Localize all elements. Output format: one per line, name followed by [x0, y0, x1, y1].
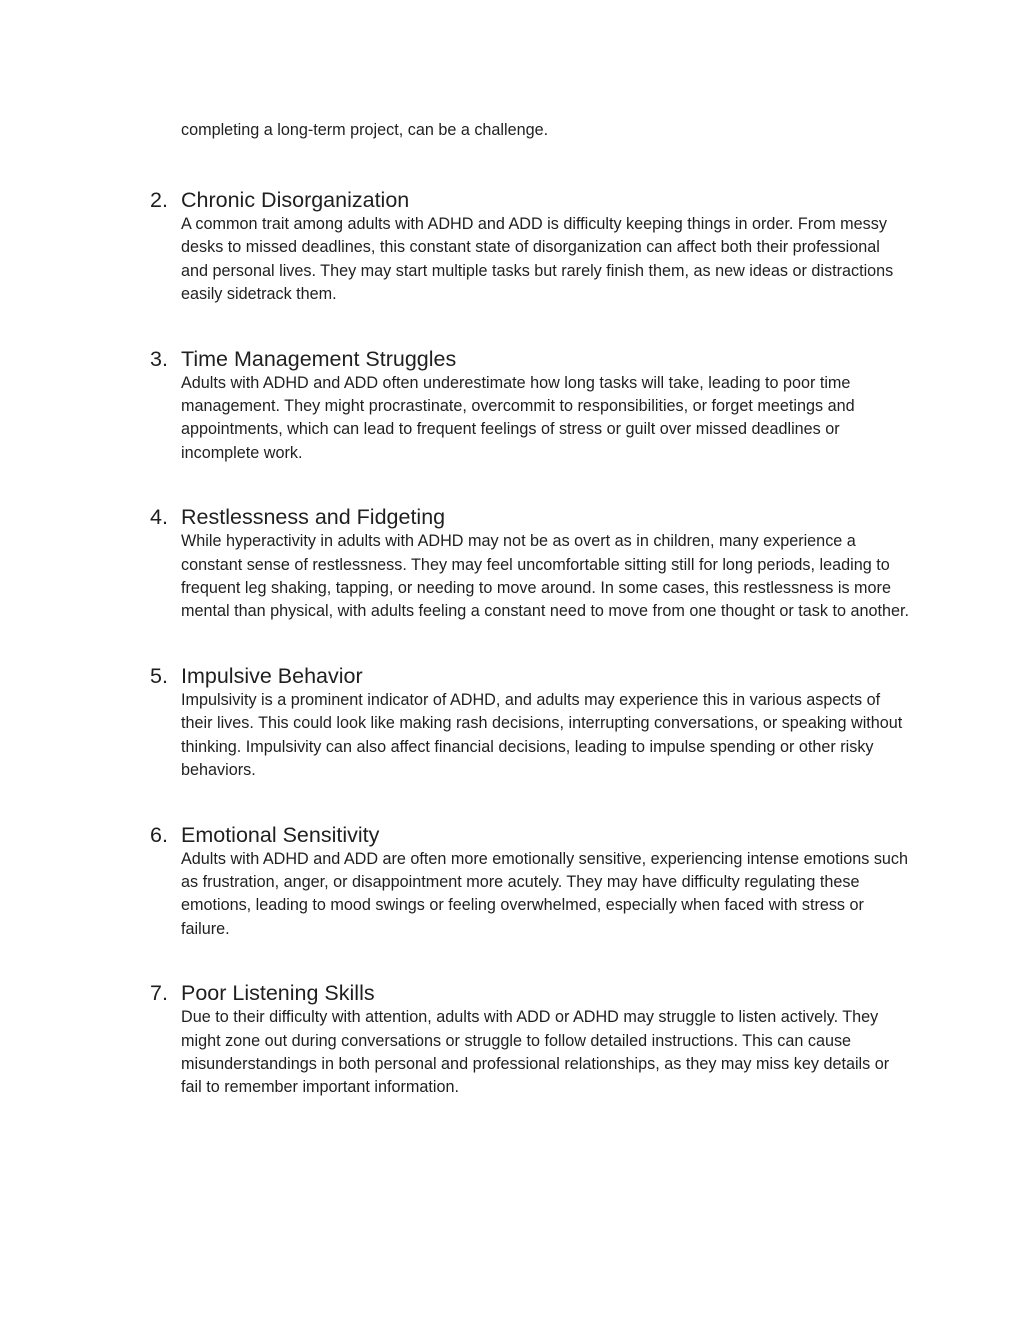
item-number: 7. — [150, 981, 168, 1006]
item-paragraph: Adults with ADHD and ADD are often more emotionally sensitive, experiencing intense emotions such as frustration, anger, or disappointment more acutely. They may have difficulty regulating these emotions, leading to mood swings or feeling overwhelmed, especially when faced with stress or failure. — [181, 849, 909, 938]
item-heading: Chronic Disorganization — [181, 188, 410, 212]
item-number: 5. — [150, 663, 168, 688]
item-number: 6. — [150, 822, 168, 847]
item-heading: Impulsive Behavior — [181, 663, 363, 688]
list-item — [0, 504, 1024, 624]
item-paragraph: While hyperactivity in adults with ADHD may not be as overt as in children, many experience a constant sense of restlessness. They may feel uncomfortable sitting still for long periods, leading to frequent leg shaking, tapping, or needing to move around. In some cases, this restlessness is more mental than physical, with adults feeling a constant need to move from one thought or task to another. — [181, 532, 909, 621]
item-heading: Time Management Struggles — [181, 346, 457, 371]
list-item — [0, 980, 1024, 1100]
item-heading: Restlessness and Fidgeting — [181, 505, 446, 530]
item-number: 3. — [150, 346, 168, 371]
item-heading: Poor Listening Skills — [181, 981, 375, 1006]
item-number: 4. — [150, 505, 168, 530]
list-item — [0, 346, 1024, 466]
list-item — [0, 822, 1024, 942]
item-paragraph: A common trait among adults with ADHD and ADD is difficulty keeping things in order. From messy desks to missed deadlines, this constant state of disorganization can affect both their professional and personal lives. They may start multiple tasks but rarely finish them, as new ideas or distractions easily sidetrack them. — [181, 215, 894, 304]
symptom-list — [0, 187, 1024, 1139]
item-heading: Emotional Sensitivity — [181, 822, 380, 847]
item-number: 2. — [150, 188, 168, 212]
item-paragraph: Due to their difficulty with attention, adults with ADD or ADHD may struggle to listen actively. They might zone out during conversations or struggle to follow detailed instructions. This can cause misunderstandings in both personal and professional relationships, as they may miss key details or fail to remember important information. — [181, 1008, 890, 1097]
list-item — [0, 663, 1024, 783]
list-item — [0, 187, 1024, 307]
item-paragraph: Adults with ADHD and ADD often underestimate how long tasks will take, leading to poor time management. They might procrastinate, overcommit to responsibilities, or forget meetings and appointments, which can lead to frequent feelings of stress or guilt over missed deadlines or incomplete work. — [181, 373, 855, 462]
item-paragraph: Impulsivity is a prominent indicator of ADHD, and adults may experience this in various aspects of their lives. This could look like making rash decisions, interrupting conversations, or speaking without thinking. Impulsivity can also affect financial decisions, leading to impulse spending or other risky behaviors. — [181, 690, 903, 780]
continuation-paragraph: completing a long-term project, can be a challenge. — [181, 121, 549, 139]
